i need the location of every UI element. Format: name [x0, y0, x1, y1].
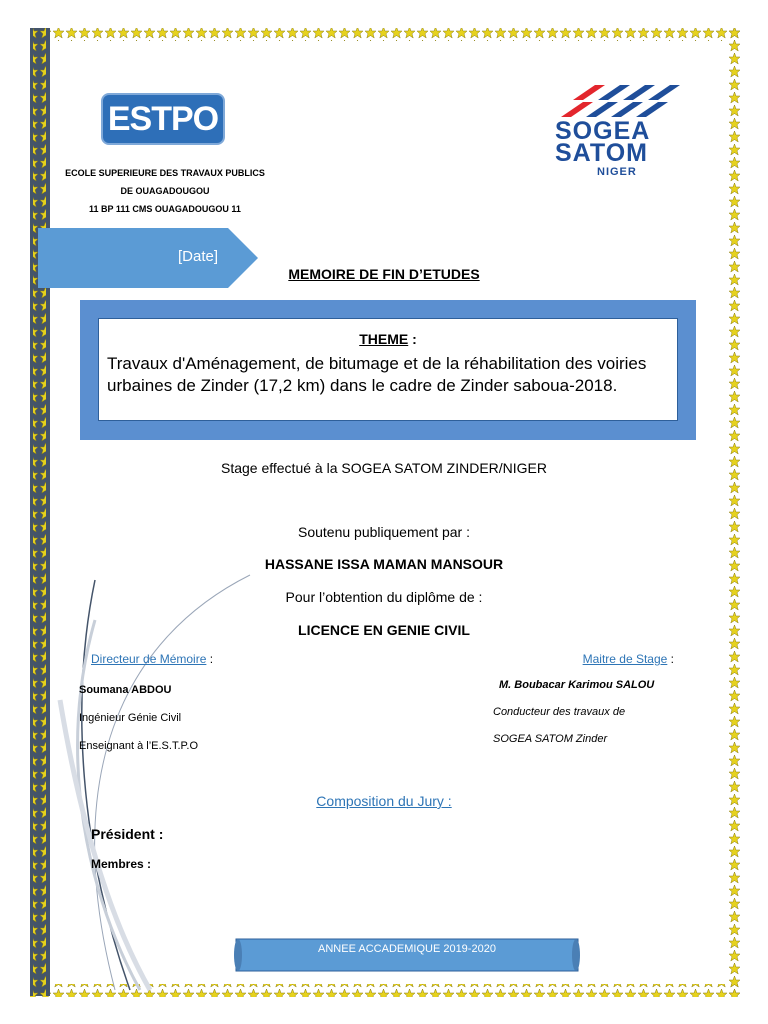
obtention-label: Pour l’obtention du diplôme de : — [285, 589, 483, 605]
theme-label-suffix: : — [408, 331, 417, 347]
maitre-title: Conducteur des travaux de — [493, 706, 626, 718]
school-line-3: 11 BP 111 CMS OUAGADOUGOU 11 — [89, 204, 241, 214]
theme-text: Travaux d'Aménagement, de bitumage et de la réhabilitation des voiries urbaines de Zinder (17,2 km) dans le cadre de Zinder saboua-2018. — [107, 354, 647, 395]
maitre-heading — [583, 652, 674, 666]
soutenu-label: Soutenu publiquement par : — [297, 524, 470, 540]
maitre-suffix: : — [667, 652, 674, 666]
memoire-title: MEMOIRE DE FIN D’ETUDES — [288, 266, 480, 282]
sogea-satom-logo — [553, 80, 695, 182]
theme-label — [99, 331, 677, 347]
directeur-role: Enseignant à l’E.S.T.P.O — [79, 740, 199, 752]
annee-banner-shape — [232, 935, 582, 975]
membres-label: Membres : — [91, 857, 152, 871]
stage-text: Stage effectué à la SOGEA SATOM ZINDER/NIGER — [220, 460, 547, 476]
jury-title: Composition du Jury : — [316, 793, 452, 809]
directeur-heading — [91, 652, 213, 666]
directeur-title: Ingénieur Génie Civil — [79, 712, 182, 724]
estpo-logo-text: ESTPO — [107, 99, 219, 138]
school-line-2: DE OUAGADOUGOU — [120, 186, 210, 196]
directeur-label: Directeur de Mémoire — [91, 652, 207, 666]
president-label: Président : — [91, 826, 164, 842]
date-field[interactable]: [Date] — [178, 248, 219, 265]
maitre-name: M. Boubacar Karimou SALOU — [499, 679, 655, 691]
satom-text: SATOM — [555, 139, 648, 167]
niger-text: NIGER — [597, 166, 637, 178]
diploma: LICENCE EN GENIE CIVIL — [298, 622, 470, 638]
annee-academique: ANNEE ACCADEMIQUE 2019-2020 — [318, 943, 496, 955]
theme-label-text: THEME — [359, 331, 409, 347]
directeur-name: Soumana ABDOU — [79, 684, 172, 696]
sogea-text: SOGEA — [555, 117, 651, 145]
student-name: HASSANE ISSA MAMAN MANSOUR — [264, 556, 504, 572]
estpo-logo — [101, 93, 225, 145]
directeur-suffix: : — [206, 652, 214, 666]
theme-box — [98, 318, 678, 421]
school-line-1: ECOLE SUPERIEURE DES TRAVAUX PUBLICS — [65, 168, 265, 178]
maitre-company: SOGEA SATOM Zinder — [493, 733, 608, 745]
maitre-label: Maitre de Stage — [582, 652, 668, 666]
